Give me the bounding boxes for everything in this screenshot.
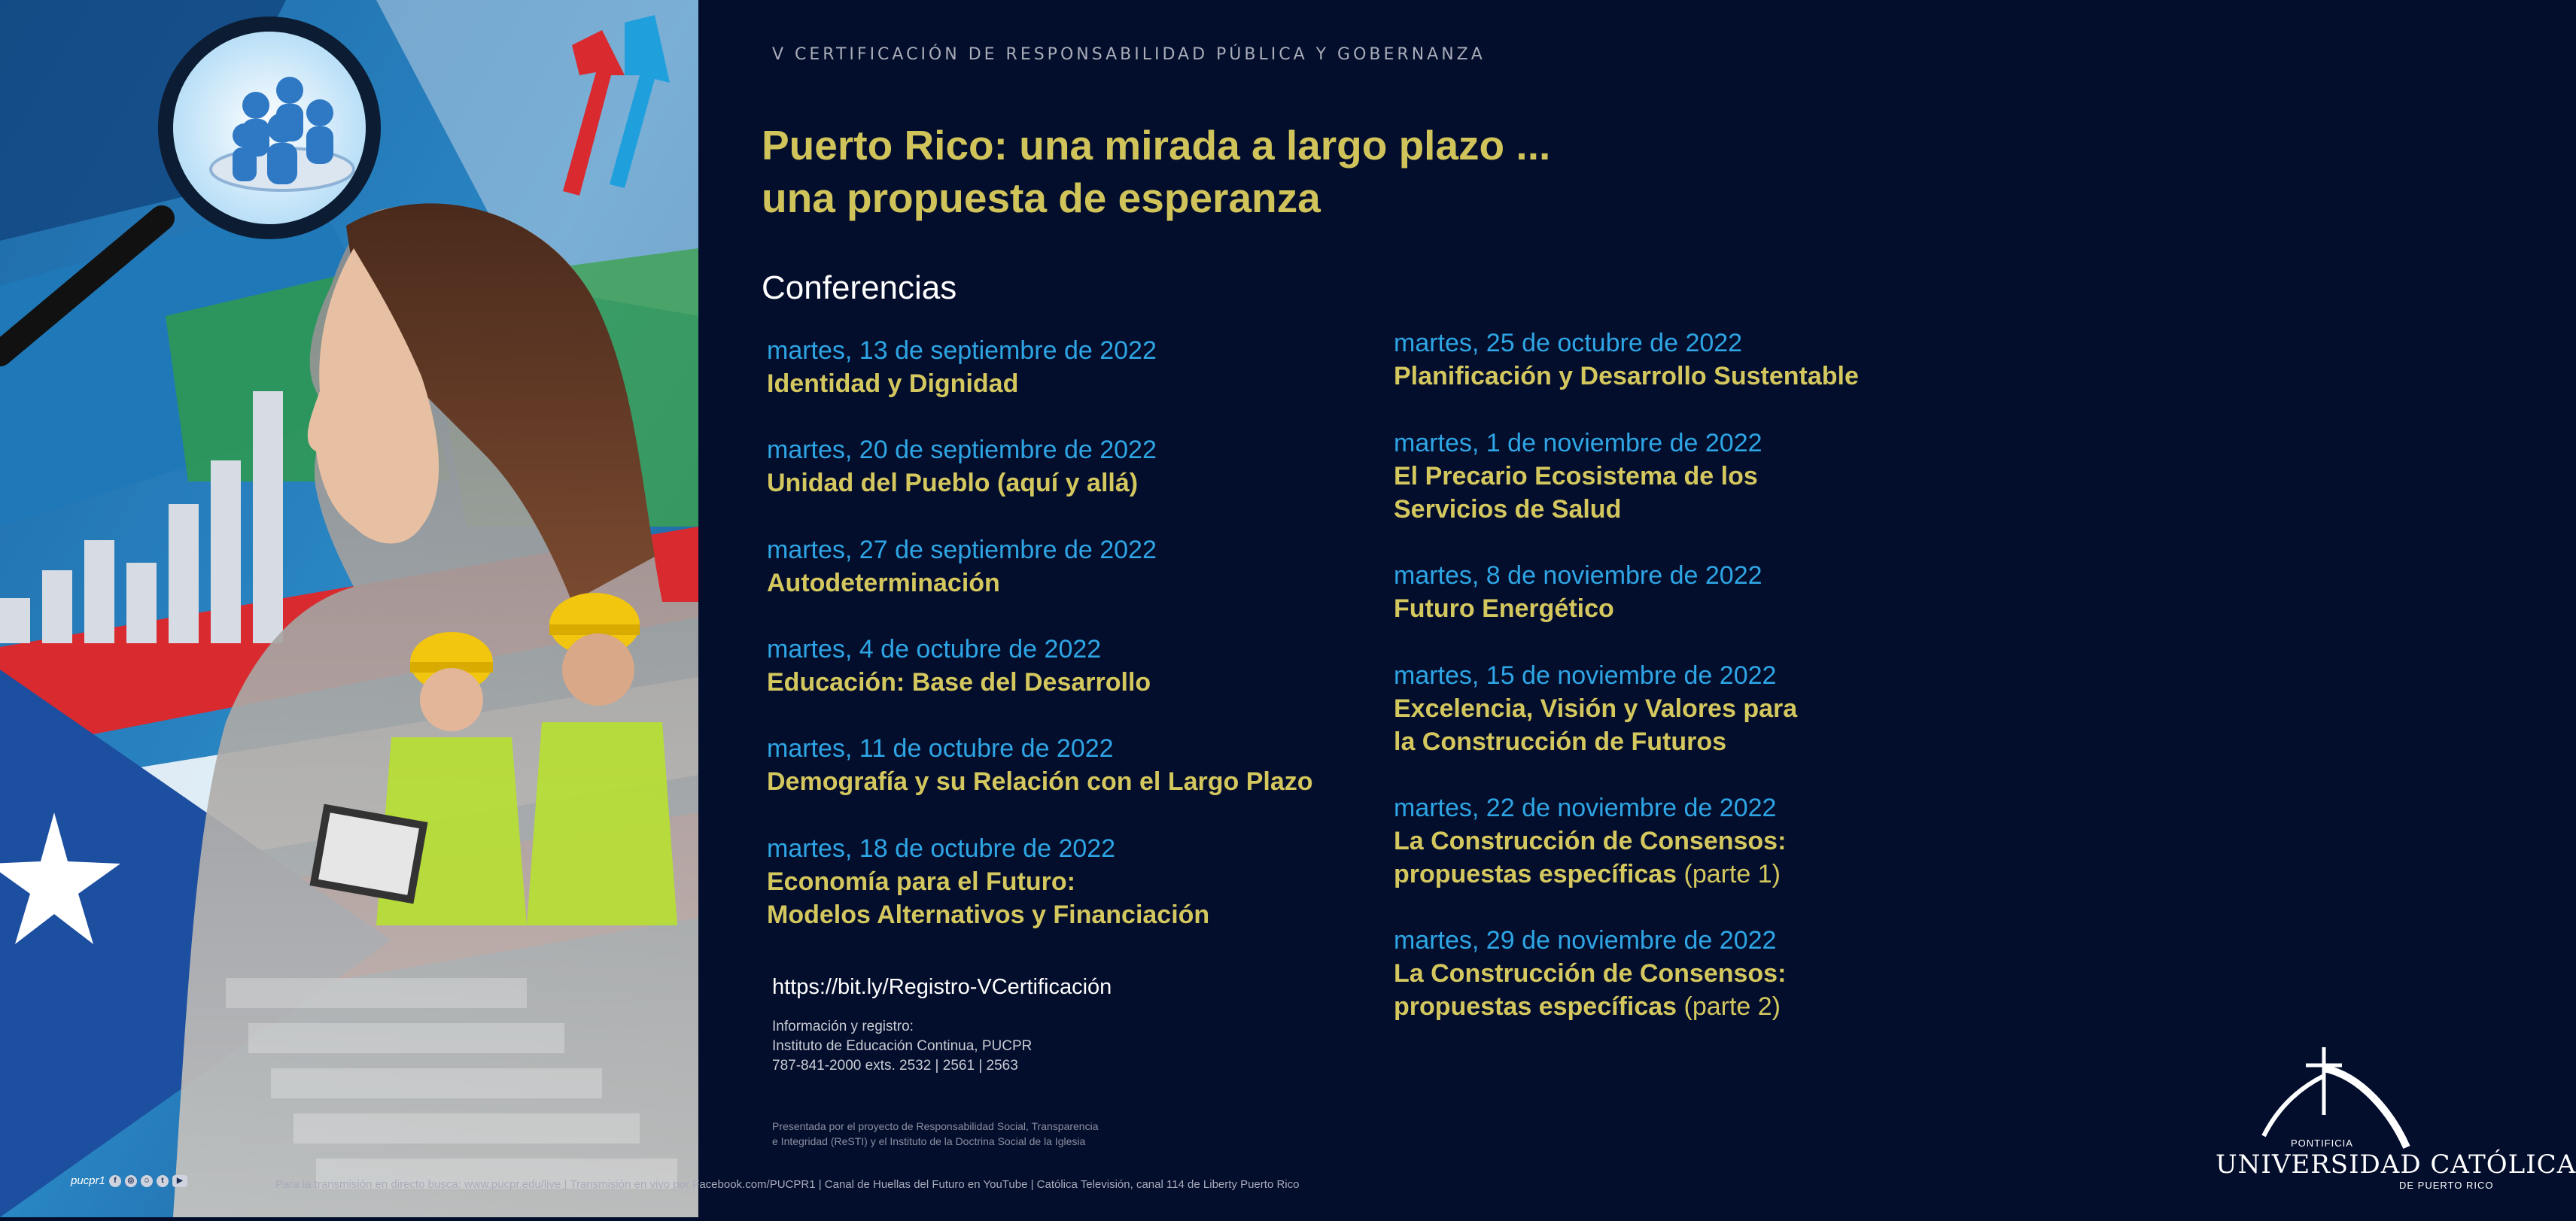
event-item bbox=[1394, 427, 1762, 526]
content-panel bbox=[698, 0, 2576, 1217]
info-heading: Información y registro: bbox=[772, 1019, 914, 1034]
event-date: martes, 1 de noviembre de 2022 bbox=[1394, 429, 1762, 457]
info-institute: Instituto de Educación Continua, PUCPR bbox=[772, 1038, 1033, 1054]
event-topic-part: (parte 1) bbox=[1677, 860, 1781, 888]
presented-line-1: Presentada por el proyecto de Responsabilidad Social, Transparencia bbox=[772, 1120, 1099, 1132]
hero-illustration bbox=[0, 0, 698, 1217]
event-date: martes, 15 de noviembre de 2022 bbox=[1394, 661, 1777, 690]
event-date: martes, 25 de octubre de 2022 bbox=[1394, 329, 1743, 357]
event-date: martes, 11 de octubre de 2022 bbox=[767, 734, 1114, 763]
event-topic: Planificación y Desarrollo Sustentable bbox=[1394, 362, 1859, 390]
event-item bbox=[767, 732, 1313, 798]
title-line-1: Puerto Rico: una mirada a largo plazo ... bbox=[762, 122, 1551, 169]
facebook-icon[interactable]: f bbox=[109, 1175, 121, 1187]
event-topic-line-1: La Construcción de Consensos: bbox=[1394, 959, 1787, 988]
logo-top-text: PONTIFICIA bbox=[2291, 1137, 2353, 1149]
event-topic-text: propuestas específicas bbox=[1394, 860, 1677, 888]
event-date: martes, 8 de noviembre de 2022 bbox=[1394, 561, 1762, 590]
cross-logo-icon bbox=[2211, 1046, 2512, 1151]
logo-bottom-text: DE PUERTO RICO bbox=[2399, 1180, 2494, 1191]
event-topic: Identidad y Dignidad bbox=[767, 369, 1019, 398]
registration-info bbox=[772, 1017, 1032, 1076]
event-topic-line-2 bbox=[1394, 858, 1786, 891]
event-topic: Autodeterminación bbox=[767, 569, 1000, 597]
page-title bbox=[762, 119, 1550, 224]
event-date: martes, 22 de noviembre de 2022 bbox=[1394, 794, 1777, 822]
event-topic-line-2: la Construcción de Futuros bbox=[1394, 727, 1727, 756]
event-date: martes, 18 de octubre de 2022 bbox=[767, 834, 1116, 863]
university-logo bbox=[2211, 1046, 2576, 1196]
program-eyebrow: V CERTIFICACIÓN DE RESPONSABILIDAD PÚBLICA Y GOBERNANZA bbox=[772, 45, 1486, 64]
event-topic-line-1: Economía para el Futuro: bbox=[767, 867, 1075, 896]
social-handle: pucpr1 bbox=[71, 1174, 105, 1187]
twitter-icon[interactable]: t bbox=[157, 1175, 169, 1187]
presented-line-2: e Integridad (ReSTI) y el Instituto de la Doctrina Social de la Iglesia bbox=[772, 1135, 1086, 1147]
info-phone: 787-841-2000 exts. 2532 | 2561 | 2563 bbox=[772, 1058, 1018, 1074]
event-date: martes, 20 de septiembre de 2022 bbox=[767, 436, 1157, 464]
event-topic-line-2: Servicios de Salud bbox=[1394, 495, 1622, 524]
instagram-icon[interactable]: ◎ bbox=[125, 1175, 137, 1187]
snapchat-icon[interactable]: ☺ bbox=[141, 1175, 153, 1187]
event-item bbox=[767, 334, 1157, 400]
event-item bbox=[1394, 327, 1859, 393]
event-topic: Unidad del Pueblo (aquí y allá) bbox=[767, 469, 1139, 497]
youtube-icon[interactable]: ▶ bbox=[172, 1175, 187, 1187]
event-topic: Demografía y su Relación con el Largo Plazo bbox=[767, 767, 1313, 796]
event-topic-line-1: La Construcción de Consensos: bbox=[1394, 827, 1787, 855]
event-item bbox=[767, 533, 1157, 600]
event-date: martes, 29 de noviembre de 2022 bbox=[1394, 926, 1777, 955]
title-line-2: una propuesta de esperanza bbox=[762, 175, 1321, 221]
event-item bbox=[1394, 559, 1762, 625]
social-bar bbox=[71, 1174, 187, 1187]
event-topic-line-1: El Precario Ecosistema de los bbox=[1394, 462, 1758, 491]
event-date: martes, 27 de septiembre de 2022 bbox=[767, 536, 1157, 564]
section-heading: Conferencias bbox=[762, 269, 957, 306]
event-topic: Educación: Base del Desarrollo bbox=[767, 668, 1151, 697]
event-item bbox=[1394, 924, 1786, 1023]
event-topic-line-1: Excelencia, Visión y Valores para bbox=[1394, 694, 1798, 723]
event-topic-line-2 bbox=[1394, 990, 1786, 1023]
event-item bbox=[1394, 659, 1797, 758]
registration-link[interactable]: https://bit.ly/Registro-VCertificación bbox=[772, 975, 1112, 999]
event-date: martes, 13 de septiembre de 2022 bbox=[767, 336, 1157, 365]
event-topic: Futuro Energético bbox=[1394, 594, 1614, 623]
event-date: martes, 4 de octubre de 2022 bbox=[767, 635, 1102, 664]
event-item bbox=[767, 433, 1157, 500]
event-topic-text: propuestas específicas bbox=[1394, 992, 1677, 1021]
hero-collage bbox=[0, 0, 698, 1217]
event-item bbox=[767, 832, 1209, 931]
stream-info: Para la transmisión en directo busca: www.pucpr.edu/live | Transmisión en vivo por Facebook.com/PUCPR1 | Canal de Huellas del Futuro en YouTube | Católica Televisión, canal 114 de Liberty Puerto Rico bbox=[275, 1178, 1300, 1191]
event-item bbox=[767, 633, 1151, 699]
logo-name: UNIVERSIDAD CATÓLICA bbox=[2216, 1150, 2576, 1180]
event-topic-part: (parte 2) bbox=[1677, 992, 1781, 1021]
event-topic-line-2: Modelos Alternativos y Financiación bbox=[767, 901, 1210, 929]
presented-by bbox=[772, 1119, 1099, 1149]
event-item bbox=[1394, 791, 1786, 891]
